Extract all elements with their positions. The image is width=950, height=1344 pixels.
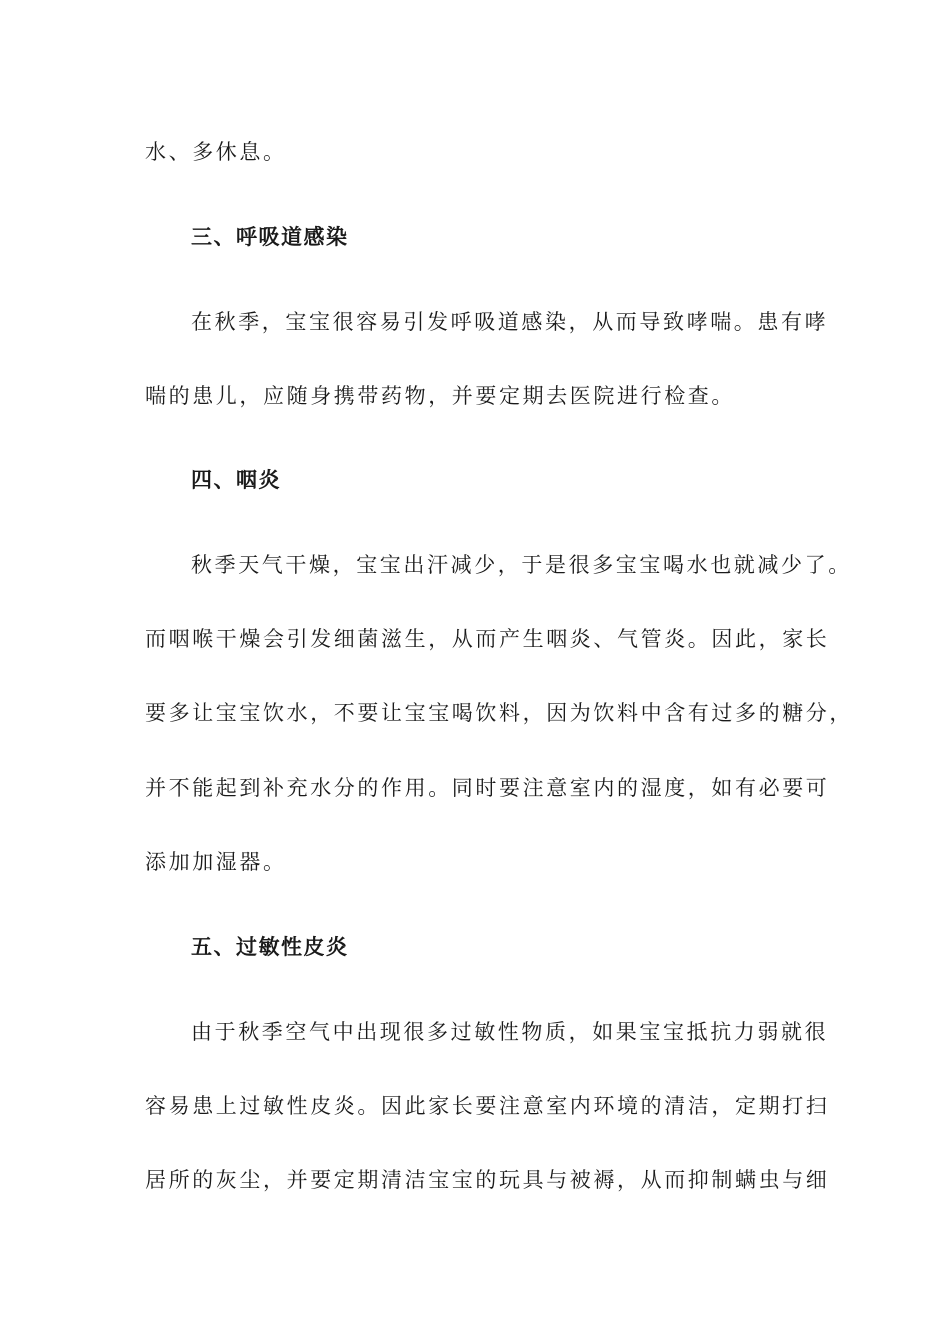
section-heading-pharyngitis: 四、咽炎 <box>191 468 281 492</box>
paragraph-line: 在秋季，宝宝很容易引发呼吸道感染，从而导致哮喘。患有哮 <box>191 310 829 334</box>
paragraph-line: 并不能起到补充水分的作用。同时要注意室内的湿度，如有必要可 <box>145 776 830 800</box>
paragraph-line: 容易患上过敏性皮炎。因此家长要注意室内环境的清洁，定期打扫 <box>145 1094 830 1118</box>
paragraph-line: 喘的患儿，应随身携带药物，并要定期去医院进行检查。 <box>145 384 735 408</box>
paragraph-line: 居所的灰尘，并要定期清洁宝宝的玩具与被褥，从而抑制螨虫与细 <box>145 1168 830 1192</box>
paragraph-line: 水、多休息。 <box>145 140 287 164</box>
paragraph-line: 秋季天气干燥，宝宝出汗减少，于是很多宝宝喝水也就减少了。 <box>191 553 852 577</box>
paragraph-line: 由于秋季空气中出现很多过敏性物质，如果宝宝抵抗力弱就很 <box>191 1020 829 1044</box>
section-heading-respiratory-infection: 三、呼吸道感染 <box>191 225 349 249</box>
paragraph-line: 添加加湿器。 <box>145 850 287 874</box>
section-heading-allergic-dermatitis: 五、过敏性皮炎 <box>191 935 349 959</box>
paragraph-line: 要多让宝宝饮水，不要让宝宝喝饮料，因为饮料中含有过多的糖分， <box>145 701 853 725</box>
paragraph-line: 而咽喉干燥会引发细菌滋生，从而产生咽炎、气管炎。因此，家长 <box>145 627 830 651</box>
